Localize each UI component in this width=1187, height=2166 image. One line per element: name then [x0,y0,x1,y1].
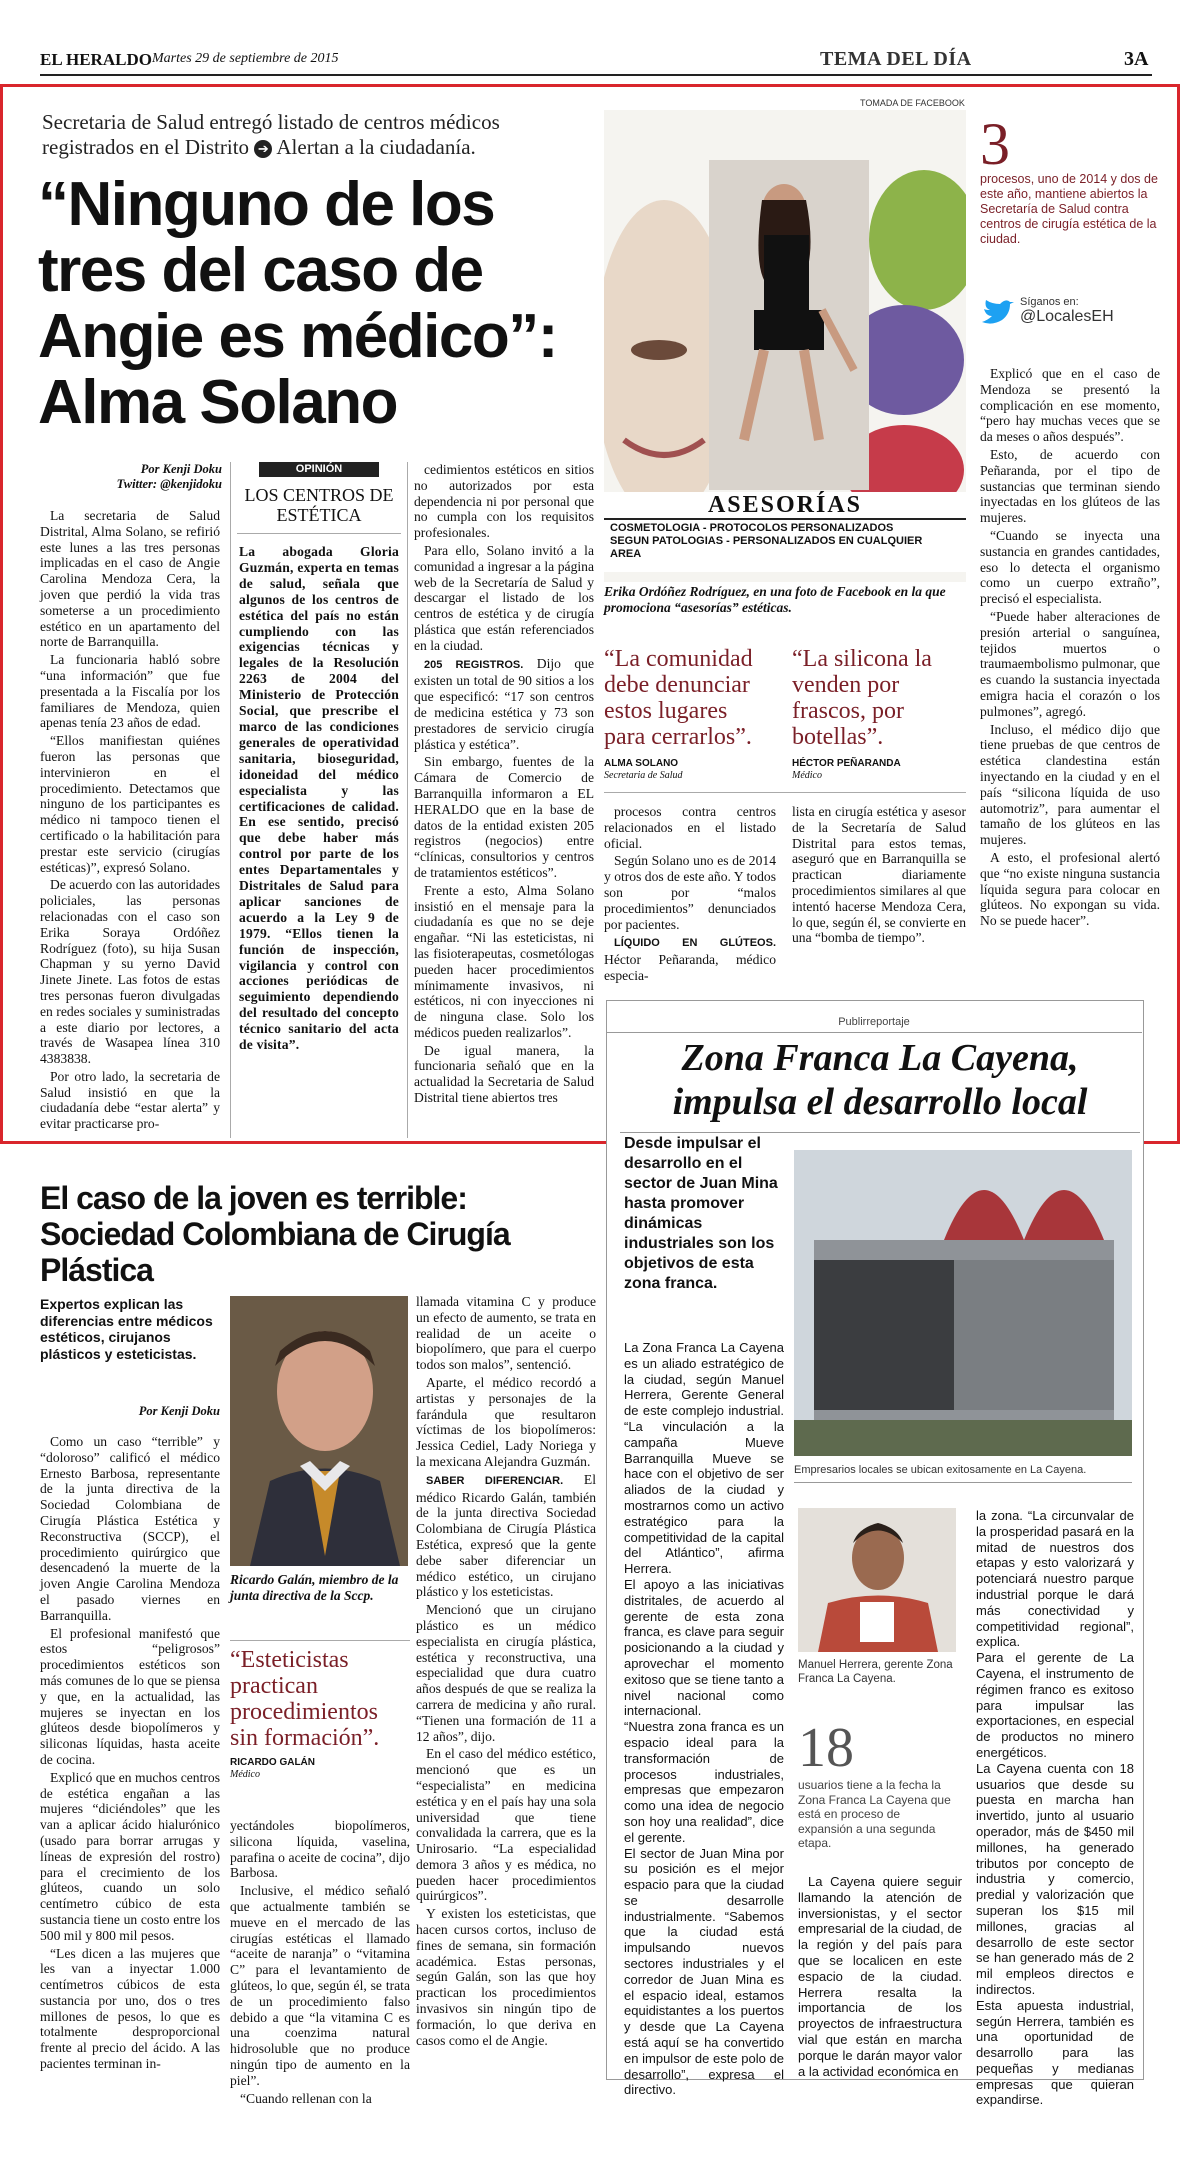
paragraph: Esto, de acuerdo con Peñaranda, por el tipo de sustancias que terminan siendo inyectadas en los glúteos de las mujeres. [980,446,1160,526]
paragraph: procesos contra centros relacionados en el listado oficial. [604,804,776,851]
ad-stat-box [798,1718,958,1851]
paragraph: Esta apuesta industrial, según Herrera, también es una oportunidad de desarrollo para las pequeñas y medianas empresas que quieran expandirse. [976,1997,1134,2108]
stat-number: 18 [798,1717,854,1779]
paragraph: Para ello, Solano invitó a la comunidad a ingresar a la página web de la Secretaría de Salud y descargar el listado de los centros de estética y de cirugía plástica que están referenciados en la ciudad. [414,542,594,653]
paragraph: llamada vitamina C y produce un efecto de aumento, se trata en realidad de un aceite o biopolímero, que para el cuerpo todos son malos”, sentenció. [416,1294,596,1373]
subhead: 205 REGISTROS. [424,658,524,671]
opinion-box [230,462,408,1138]
paragraph: La Zona Franca La Cayena es un aliado estratégico de la ciudad, según Manuel Herrera, Gerente General de este complejo industrial. “La vinculación a la campaña Mueve Barranquilla Mueve se hace con el objetivo de ser aliados de la ciudad y mostrarnos como un activo estratégico para la competitividad de la capital del Atlántico”, afirma Herrera. [624,1340,784,1577]
ad-col3 [976,1508,1134,2108]
manager-portrait-illustration [798,1508,956,1652]
stat-box [980,111,1160,247]
main-col4 [604,804,776,986]
banner-line: AREA [610,548,642,560]
paragraph [416,1472,596,1600]
paragraph: La Cayena quiere seguir llamando la atención de inversionistas, y el sector empresarial de la ciudad, de la región y del país para que se localicen en este espacio de la ciudad. Herrera resalta la importancia de los proyectos de infraestructura vial que están en marcha porque le darán mayor valor a la actividad económica en [798,1874,962,2079]
galan-photo [230,1296,408,1566]
paragraph: Y existen los esteticistas, que hacen cursos cortos, incluso de fines de semana, sin formación académica. Estas personas, según Galán, son las que hoy practican los procedimientos invasivos sin ningún tipo de formación, lo que deriva en casos como el de Angie. [416,1906,596,2048]
paragraph [414,656,594,753]
ad-building-photo [794,1150,1132,1456]
building-illustration [794,1150,1132,1456]
banner-line: COSMETOLOGIA - PROTOCOLOS PERSONALIZADOS [610,522,894,534]
byline-twitter: Twitter: @kenjidoku [116,477,222,491]
header-date: Martes 29 de septiembre de 2015 [152,51,339,66]
paragraph: En el caso del médico estético, mencionó que es un “especialista” en medicina estética y en el país hay una sola universidad que tiene convalidada la carrera, que es la Unirosario. “La especialidad demora 3 años y es médica, no pueden hacer procedimientos quirúrgicos”. [416,1746,596,1904]
quote-box-2 [792,646,966,781]
main-col5 [792,804,966,948]
paragraph: De acuerdo con las autoridades policiales, las personas relacionadas con el caso son Erika Soraya Ordóñez Rodríguez (foto), su hija Susan Chapman y su yerno David Jinete Jinete. Las fotos de estas tres personas fueron divulgadas en redes sociales y suministradas a este diario por lectores, a través de Wasapea línea 310 4383838. [40,877,220,1067]
paragraph: La funcionaria habló sobre “una información” que fue presentada a la Fiscalía por los familiares de Mendoza, quien apenas tenía 23 años de edad. [40,652,220,731]
kicker-line2 [42,135,602,160]
portrait-illustration [230,1296,408,1566]
ad-col2-bottom [798,1874,962,2079]
quote-text: “La silicona la venden por frascos, por botellas”. [792,646,932,750]
paragraph: El profesional manifestó que estos “peligrosos” procedimientos estéticos son más comunes de lo que se piensa y que, en la actualidad, las mujeres se inyectan en los glúteos desde biopolímeros y siliconas líquidas, hasta aceite de cocina. [40,1625,220,1767]
paragraph: “Nuestra zona franca es un espacio ideal para la transformación de procesos industriales, empresas que empezaron como una idea de negocio son hoy una realidad”, dice el gerente. [624,1719,784,1845]
paragraph: Como un caso “terrible” y “doloroso” calificó el médico Ernesto Barbosa, representante de la junta directiva de la Sociedad Colombiana de Cirugía Plástica Estética y Reconstructiva (SCCP), el procedimiento quirúrgico que desencadenó la muerte de la joven Angie Carolina Mendoza el pasado viernes en Barranquilla. [40,1434,220,1623]
paragraph-text: Dijo que existen un total de 90 sitios a los que especificó: “17 son centros de medicina estética y 73 son prestadores de servicio cirugía plástica y estética”. [414,655,594,752]
kicker-line2-a: registrados en el Distrito [42,135,250,159]
main-col6 [980,366,1160,931]
main-col3 [414,462,594,1108]
quote-role: Secretaria de Salud [604,770,683,781]
paragraph: Frente a esto, Alma Solano insistió en el mensaje para la ciudadanía es que no se deje engañar. “Ni las esteticistas, ni las fisioterapeutas, cosmetólogas pueden hacer procedimientos mínimamente invasivos, ni estéticos, ni con inyecciones ni de ninguna clase. Solo los médicos pueden realizarlos”. [414,882,594,1040]
paragraph: Según Solano uno es de 2014 y otros dos de este año. Y todos son por “malos procedimientos” denunciados por pacientes. [604,853,776,932]
quote-source: ALMA SOLANO [604,758,679,769]
galan-photo-caption: Ricardo Galán, miembro de la junta directiva de la Sccp. [230,1572,399,1603]
paragraph: yectándoles biopolímeros, silicona líquida, vaselina, parafina o aceite de cocina”, dijo Barbosa. [230,1818,410,1881]
subhead: SABER DIFERENCIAR. [426,1474,564,1487]
second-summary: Expertos explican las diferencias entre médicos estéticos, cirujanos plásticos y esteticistas. [40,1296,213,1362]
banner-lines [604,520,966,563]
subhead: LÍQUIDO EN GLÚTEOS. [614,937,776,950]
paragraph: De igual manera, la funcionaria señaló que en la actualidad la Secretaria de Salud Distrital tiene abiertos tres [414,1042,594,1106]
quote-divider [604,792,966,793]
section-name: TEMA DEL DÍA [820,48,972,70]
quote-text: “La comunidad debe denunciar estos lugares para cerrarlos”. [604,646,753,750]
paragraph: “Cuando rellenan con la [240,2090,372,2106]
follow-label: Síganos en: [1020,296,1079,308]
paragraph: “Ellos manifiestan quiénes fueron las personas que intervinieron en el procedimiento. Detectamos que ninguno de los participantes es médico ni tampoco tienen el certificado o la habilitación para prestar este servicio (cirugías estéticas)”, expresó Solano. [40,733,220,875]
kicker-line2-b: Alertan a la ciudadanía. [276,135,476,159]
follow-box [980,296,1160,326]
kicker-line1: Secretaria de Salud entregó listado de centros médicos [42,110,500,134]
paragraph: El apoyo a las iniciativas distritales, de acuerdo al gerente de esta zona franca, es clave para seguir posicionando a la ciudad y aprovechar el momento exitoso que se tiene tanto a nivel nacional como internacional. [624,1576,784,1719]
galan-quote-box [230,1640,410,1780]
paragraph [604,934,776,983]
paragraph-text: Héctor Peñaranda, médico especia- [604,952,776,983]
paragraph: “Cuando se inyecta una sustancia en grandes cantidades, eso lo detecta el organismo como un cuerpo extraño”, precisó el especialista. [980,527,1160,607]
follow-handle[interactable]: @LocalesEH [1020,308,1114,325]
stat-number: 3 [980,111,1010,177]
twitter-bird-icon [980,300,1014,333]
second-col2-bottom [230,1818,410,2108]
main-byline [42,462,222,492]
ad-tag: Publirreportaje [606,1016,1142,1033]
opinion-tag: OPINIÓN [259,462,379,477]
asesorias-banner [604,492,966,572]
ad-headline: Zona Franca La Cayena, impulsa el desarrollo local [620,1036,1140,1133]
second-col3 [416,1294,596,2050]
paragraph: Por otro lado, la secretaria de Salud insistió en que la ciudadanía debe “estar alerta” y evitar practicarse pro- [40,1068,220,1132]
main-photo-caption: Erika Ordóñez Rodríguez, en una foto de Facebook en la que promociona “asesorías” estéticas. [604,584,946,615]
paragraph: Sin embargo, fuentes de la Cámara de Comercio de Barranquilla informaron a EL HERALDO que en la base de datos de la entidad existen 205 registros (negocios) entre “clínicas, consultorios y centros de tratamientos estéticos”. [414,754,594,880]
ad-photo-caption: Empresarios locales se ubican exitosamente en La Cayena. [794,1464,1132,1483]
paragraph: “Les dicen a las mujeres que les van a inyectar 1.000 centímetros cúbicos de esta sustancia por uno, dos o tres millones de pesos, lo que es totalmente desproporcional frente al precio del ácido. A las pacientes terminan in- [40,1945,220,2072]
quote-source: RICARDO GALÁN [230,1757,315,1768]
quote-role: Médico [230,1769,260,1780]
paragraph: Explicó que en muchos centros de estética engañan a las mujeres “diciéndoles” que les van a aplicar ácido hialurónico (usado para borrar arrugas y líneas de expresión del rostro) para el crecimiento de los glúteos, cuando un solo centímetro cúbico de esta sustancia tiene un costo entre los 500 mil y 800 mil pesos. [40,1769,220,1943]
second-col1 [40,1434,220,2074]
main-col1 [40,508,220,1134]
second-headline: El caso de la joven es terrible: Sociedad Colombiana de Cirugía Plástica [40,1180,510,1288]
paragraph: cedimientos estéticos en sitios no autorizados por esta dependencia ni por personal que no cumpla con los requisitos profesionales. [414,462,594,541]
paper-name: EL HERALDO [40,50,152,69]
paragraph: lista en cirugía estética y asesor de la Secretaría de Salud Distrital para estos temas, aseguró que en Barranquilla se practican diariamente procedimientos similares al que intentó hacerse Mendoza Cera, lo que, según él, se convierte en una “bomba de tiempo”. [792,804,966,946]
paragraph: Aparte, el médico recordó a artistas y personajes de la farándula que resultaron víctimas de los biopolímeros: Jessica Cediel, Lady Noriega y la mexicana Alejandra Guzmán. [416,1374,596,1469]
paragraph: A esto, el profesional alertó que “no existe ninguna sustancia líquida segura para colocar en glúteos. No expongan su vida. No se puede hacer”. [980,849,1160,929]
stat-text: usuarios tiene a la fecha la Zona Franca La Cayena que está en proceso de expansión a una segunda etapa. [798,1778,951,1850]
quote-source: HÉCTOR PEÑARANDA [792,758,901,769]
ad-person-photo [798,1508,956,1652]
paragraph: la zona. “La circunvalar de la prosperidad pasará en la mitad de nuestros dos etapas y esto valorizará y potenciará nuestro parque industrial porque le dará más conectividad y competitividad regional”, explica. [976,1508,1134,1650]
paragraph: Incluso, el médico dijo que tiene pruebas de que centros de estética clandestina están inyectando en la ciudad y en el país “silicona líquida de uso automotriz”, para aumentar el tamaño de los glúteos en las mujeres. [980,721,1160,848]
photo-credit: TOMADA DE FACEBOOK [860,98,965,108]
main-headline: “Ninguno de los tres del caso de Angie es médico”: Alma Solano [38,170,557,437]
ad-lead: Desde impulsar el desarrollo en el sector de Juan Mina hasta promover dinámicas industriales son los objetivos de esta zona franca. [624,1135,778,1292]
banner-title: ASESORÍAS [604,492,966,520]
stat-text: procesos, uno de 2014 y dos de este año, mantiene abiertos la Secretaría de Salud contra centros de cirugía estética de la ciudad. [980,172,1158,246]
quote-box-1 [604,646,774,781]
paragraph: “Puede haber alteraciones de presión arterial o sanguínea, tejidos muertos o traumaembolismo pulmonar, que es cuando la sustancia inyectada emigra hacia el corazón o los pulmones”, agregó. [980,608,1160,719]
paragraph: La secretaria de Salud Distrital, Alma Solano, se refirió este lunes a las tres personas implicadas en el caso de Angie Carolina Mendoza Cera, la joven que perdió la vida tras someterse a un procedimiento estético en un apartamento del norte de Barranquilla. [40,508,220,650]
paragraph: Para el gerente de La Cayena, el instrumento de régimen franco es exitoso para impulsar las exportaciones, en especial de productos no minero energéticos. [976,1650,1134,1760]
byline-name: Por Kenji Doku [140,462,222,476]
quote-text: “Esteticistas practican procedimientos sin formación”. [230,1647,380,1751]
paragraph: Explicó que en el caso de Mendoza se presentó la complicación en ese momento, “pero hay muchas veces que se da meses o años después”. [980,366,1160,445]
quote-role: Médico [792,770,822,781]
paragraph: Inclusive, el médico señaló que actualmente también se mueve en el mercado de las cirugías estéticas el llamado “aceite de naranja” o “vitamina C” para el levantamiento de glúteos, lo que, según él, se trata de un procedimiento falso debido a que “la vitamina C es una coenzima natural hidrosoluble que no produce ningún tipo de aumento en la piel”. [230,1883,410,2088]
page-number: 3A [1124,48,1149,70]
arrow-right-icon: ➔ [254,140,272,158]
ad-col1 [624,1340,784,2098]
paragraph: La Cayena cuenta con 18 usuarios que desde su puesta en marcha han invertido, junto al usuario operador, más de $450 mil millones, ha generado tributos por concepto de industria y comercio, predial y valorización que superan los $15 mil millones, gracias al desarrollo de este sector se han generado más de 2 mil empleos directos e indirectos. [976,1760,1134,1997]
opinion-title: LOS CENTROS DE ESTÉTICA [237,485,401,534]
opinion-text: La abogada Gloria Guzmán, experta en temas de salud, señala que algunos de los centros de estética del país no están cumpliendo con las exigencias técnicas y legales de la Resolución 2263 de 2004 del Ministerio de Protección Social, que prescribe el marco de las condiciones generales de operatividad sanitaria, bioseguridad, idoneidad del médico especialista y las certificaciones de calidad. En ese sentido, precisó que debe haber más control por parte de los entes Departamentales y Distritales de Salud para aplicar sanciones de acuerdo a la Ley 9 de 1979. “Ellos tienen la función de inspección, vigilancia y control con acciones periódicas de seguimiento dependiendo del resultado del concepto técnico sanitario del acta de visita”. [239,544,399,1053]
main-kicker [42,110,602,160]
page-header [40,44,1152,76]
paragraph-text: El médico Ricardo Galán, también de la junta directiva Sociedad Colombiana de Cirugía Plástica Estética, expresó que la gente debe saber diferenciar un médico estético, un cirujano plástico y los esteticistas. [416,1471,596,1600]
banner-line: SEGUN PATOLOGIAS - PERSONALIZADOS EN CUALQUIER [610,535,923,547]
ad-person-caption: Manuel Herrera, gerente Zona Franca La Cayena. [798,1659,953,1685]
paragraph: Mencionó que un cirujano plástico es un médico especialista en cirugía plástica, estética y reconstructiva, una especialidad que dura cuatro años después de que se realiza la carrera de medicina y año rural. “Tienen una formación de 11 a 12 años”, dijo. [416,1602,596,1744]
second-byline: Por Kenji Doku [138,1404,220,1418]
paragraph: El sector de Juan Mina por su posición es el mejor espacio para que la ciudad se desarrolle industrialmente. “Sabemos que la ciudad está impulsando nuevos sectores industriales y el corredor de Juan Mina es el espacio ideal, estamos equidistantes a los puertos y desde que La Cayena está aquí se ha convertido en impulsor de este polo de desarrollo”, expresa el directivo. [624,1845,784,2098]
